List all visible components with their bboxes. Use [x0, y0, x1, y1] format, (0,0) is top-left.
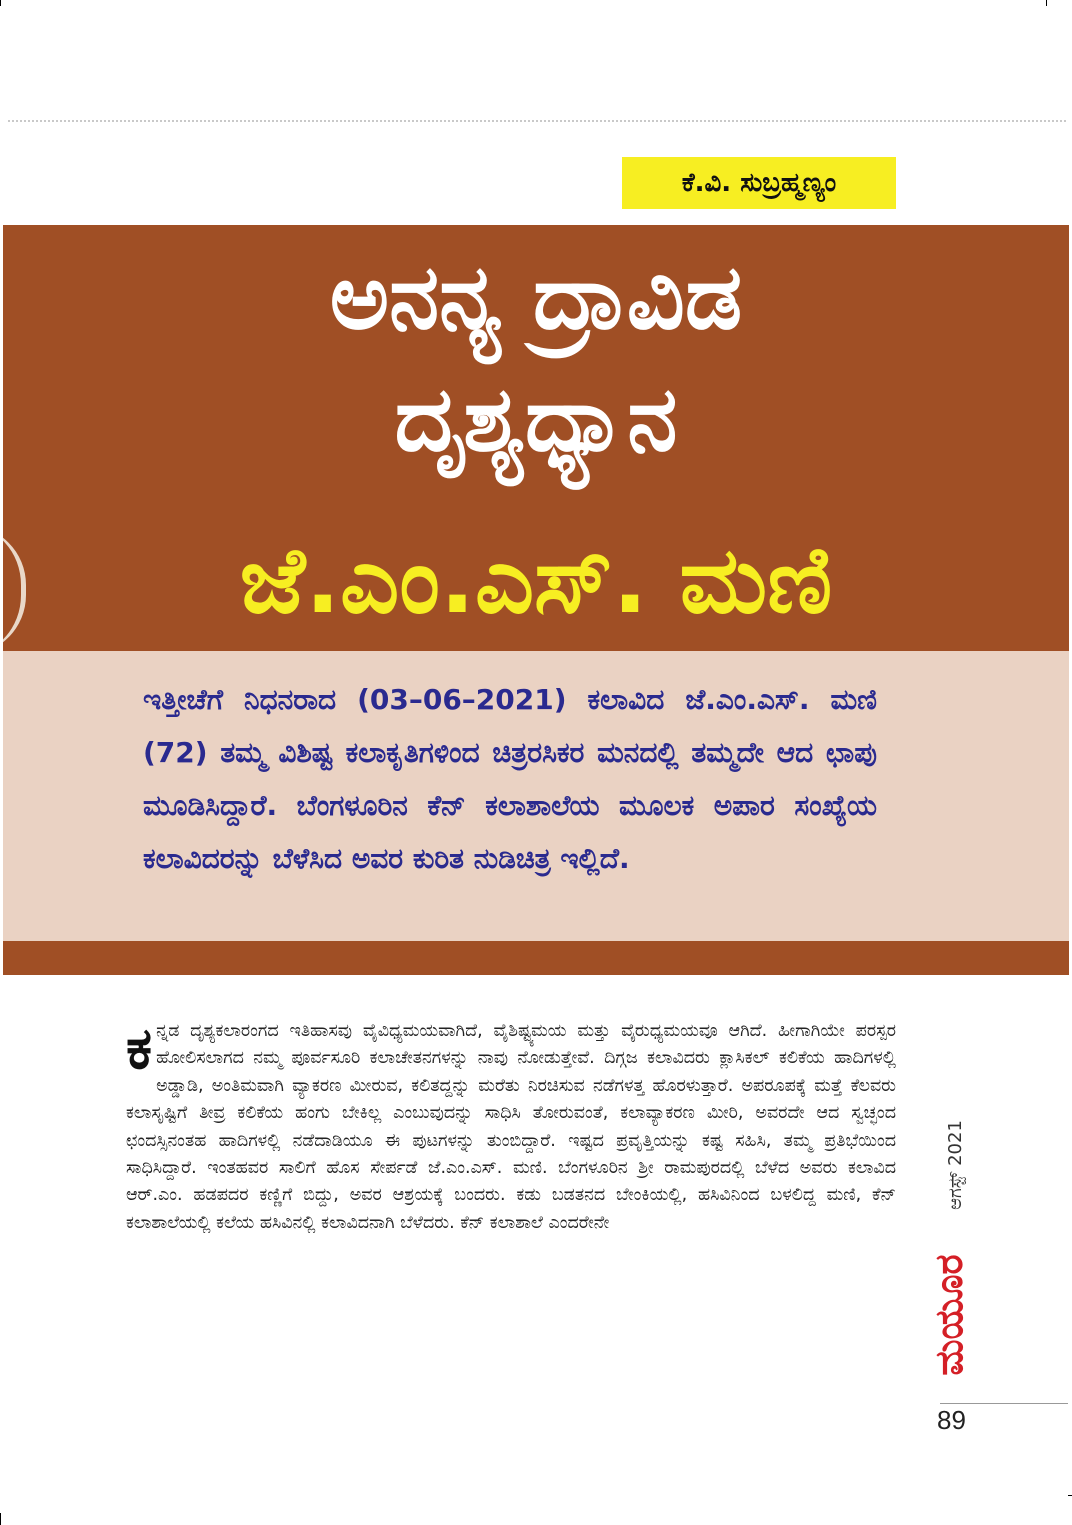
intro-text: ಇತ್ತೀಚೆಗೆ ನಿಧನರಾದ (03–06–2021) ಕಲಾವಿದ ಜೆ.ಎಂ.ಎಸ್. ಮಣಿ (72) ತಮ್ಮ ವಿಶಿಷ್ಟ ಕಲಾಕೃತಿಗಳಿಂದ ಚಿತ್ರರಸಿಕರ ಮನದಲ್ಲಿ ತಮ್ಮದೇ ಆದ ಛಾಪು ಮೂಡಿಸಿದ್ದಾರೆ. ಬೆಂಗಳೂರಿನ ಕೆನ್ ಕಲಾಶಾಲೆಯ ಮೂಲಕ ಅಪಾರ ಸಂಖ್ಯೆಯ ಕಲಾವಿದರನ್ನು ಬೆಳೆಸಿದ ಅವರ ಕುರಿತ ನುಡಿಚಿತ್ರ ಇಲ್ಲಿದೆ.: [143, 683, 877, 875]
crop-mark-top-right: [1046, 0, 1047, 6]
article-paragraph: ನ್ನಡ ದೃಶ್ಯಕಲಾರಂಗದ ಇತಿಹಾಸವು ವೈವಿಧ್ಯಮಯವಾಗಿದೆ, ವೈಶಿಷ್ಟ್ಯಮಯ ಮತ್ತು ವೈರುಧ್ಯಮಯವೂ ಆಗಿದೆ. ಹೀಗಾಗಿಯೇ ಪರಸ್ಪರ ಹೋಲಿಸಲಾಗದ ನಮ್ಮ ಪೂರ್ವಸೂರಿ ಕಲಾಚೇತನಗಳನ್ನು ನಾವು ನೋಡುತ್ತೇವೆ. ದಿಗ್ಗಜ ಕಲಾವಿದರು ಕ್ಲಾಸಿಕಲ್ ಕಲಿಕೆಯ ಹಾದಿಗಳಲ್ಲಿ ಅಡ್ಡಾಡಿ, ಅಂತಿಮವಾಗಿ ವ್ಯಾಕರಣ ಮೀರುವ, ಕಲಿತದ್ದನ್ನು ಮರೆತು ನಿರಚಿಸುವ ನಡೆಗಳತ್ತ ಹೊರಳುತ್ತಾರೆ. ಅಪರೂಪಕ್ಕೆ ಮತ್ತೆ ಕೆಲವರು ಕಲಾಸೃಷ್ಟಿಗೆ ತೀವ್ರ ಕಲಿಕೆಯ ಹಂಗು ಬೇಕಿಲ್ಲ ಎಂಬುವುದನ್ನು ಸಾಧಿಸಿ ತೋರುವಂತೆ, ಕಲಾವ್ಯಾಕರಣ ಮೀರಿ, ಅವರದೇ ಆದ ಸ್ವಚ್ಛಂದ ಛಂದಸ್ಸಿನಂತಹ ಹಾದಿಗಳಲ್ಲಿ ನಡೆದಾಡಿಯೂ ಈ ಪುಟಗಳನ್ನು ತುಂಬಿದ್ದಾರೆ. ಇಷ್ಟದ ಪ್ರವೃತ್ತಿಯನ್ನು ಕಷ್ಟ ಸಹಿಸಿ, ತಮ್ಮ ಪ್ರತಿಭೆಯಿಂದ ಸಾಧಿಸಿದ್ದಾರೆ. ಇಂತಹವರ ಸಾಲಿಗೆ ಹೊಸ ಸೇರ್ಪಡೆ ಜೆ.ಎಂ.ಎಸ್. ಮಣಿ. ಬೆಂಗಳೂರಿನ ಶ್ರೀ ರಾಮಪುರದಲ್ಲಿ ಬೆಳೆದ ಅವರು ಕಲಾವಿದ ಆರ್.ಎಂ. ಹಡಪದರ ಕಣ್ಣಿಗೆ ಬಿದ್ದು, ಅವರ ಆಶ್ರಯಕ್ಕೆ ಬಂದರು. ಕಡು ಬಡತನದ ಬೇಂಕಿಯಲ್ಲಿ, ಹಸಿವಿನಿಂದ ಬಳಲಿದ್ದ ಮಣಿ, ಕೆನ್ ಕಲಾಶಾಲೆಯಲ್ಲಿ ಕಲೆಯ ಹಸಿವಿನಲ್ಲಿ ಕಲಾವಿದನಾಗಿ ಬೆಳೆದರು. ಕೆನ್ ಕಲಾಶಾಲೆ ಎಂದರೇನೇ: [126, 1021, 896, 1233]
page-number: 89: [937, 1405, 966, 1435]
title-banner: [3, 225, 1069, 651]
title-line-2: ದೃಶ್ಯಧ್ಯಾನ: [394, 367, 678, 472]
crop-mark-top-left: [0, 0, 1, 6]
author-name: ಕೆ.ವಿ. ಸುಬ್ರಹ್ಮಣ್ಯಂ: [681, 167, 837, 198]
magazine-logo: ಮಯೂರ: [926, 1254, 971, 1376]
drop-cap: ಕ: [126, 1014, 153, 1082]
intro-standfirst: [3, 651, 1069, 941]
title-line-1: ಅನನ್ಯ ದ್ರಾವಿಡ: [329, 245, 743, 350]
banner-bottom-strip: [3, 941, 1069, 975]
title-subject-name: ಜೆ.ಎಂ.ಎಸ್. ಮಣಿ: [239, 527, 833, 634]
header-dotted-divider: [8, 120, 1066, 122]
footer-rule: [940, 1403, 1068, 1404]
crop-mark-bottom-left: [0, 1513, 1, 1525]
issue-date: ಆಗಸ್ಟ್ 2021: [944, 1120, 966, 1210]
crop-mark-bottom-right: [1068, 1495, 1072, 1496]
article-body: [126, 1014, 896, 1237]
author-byline: [622, 157, 896, 209]
